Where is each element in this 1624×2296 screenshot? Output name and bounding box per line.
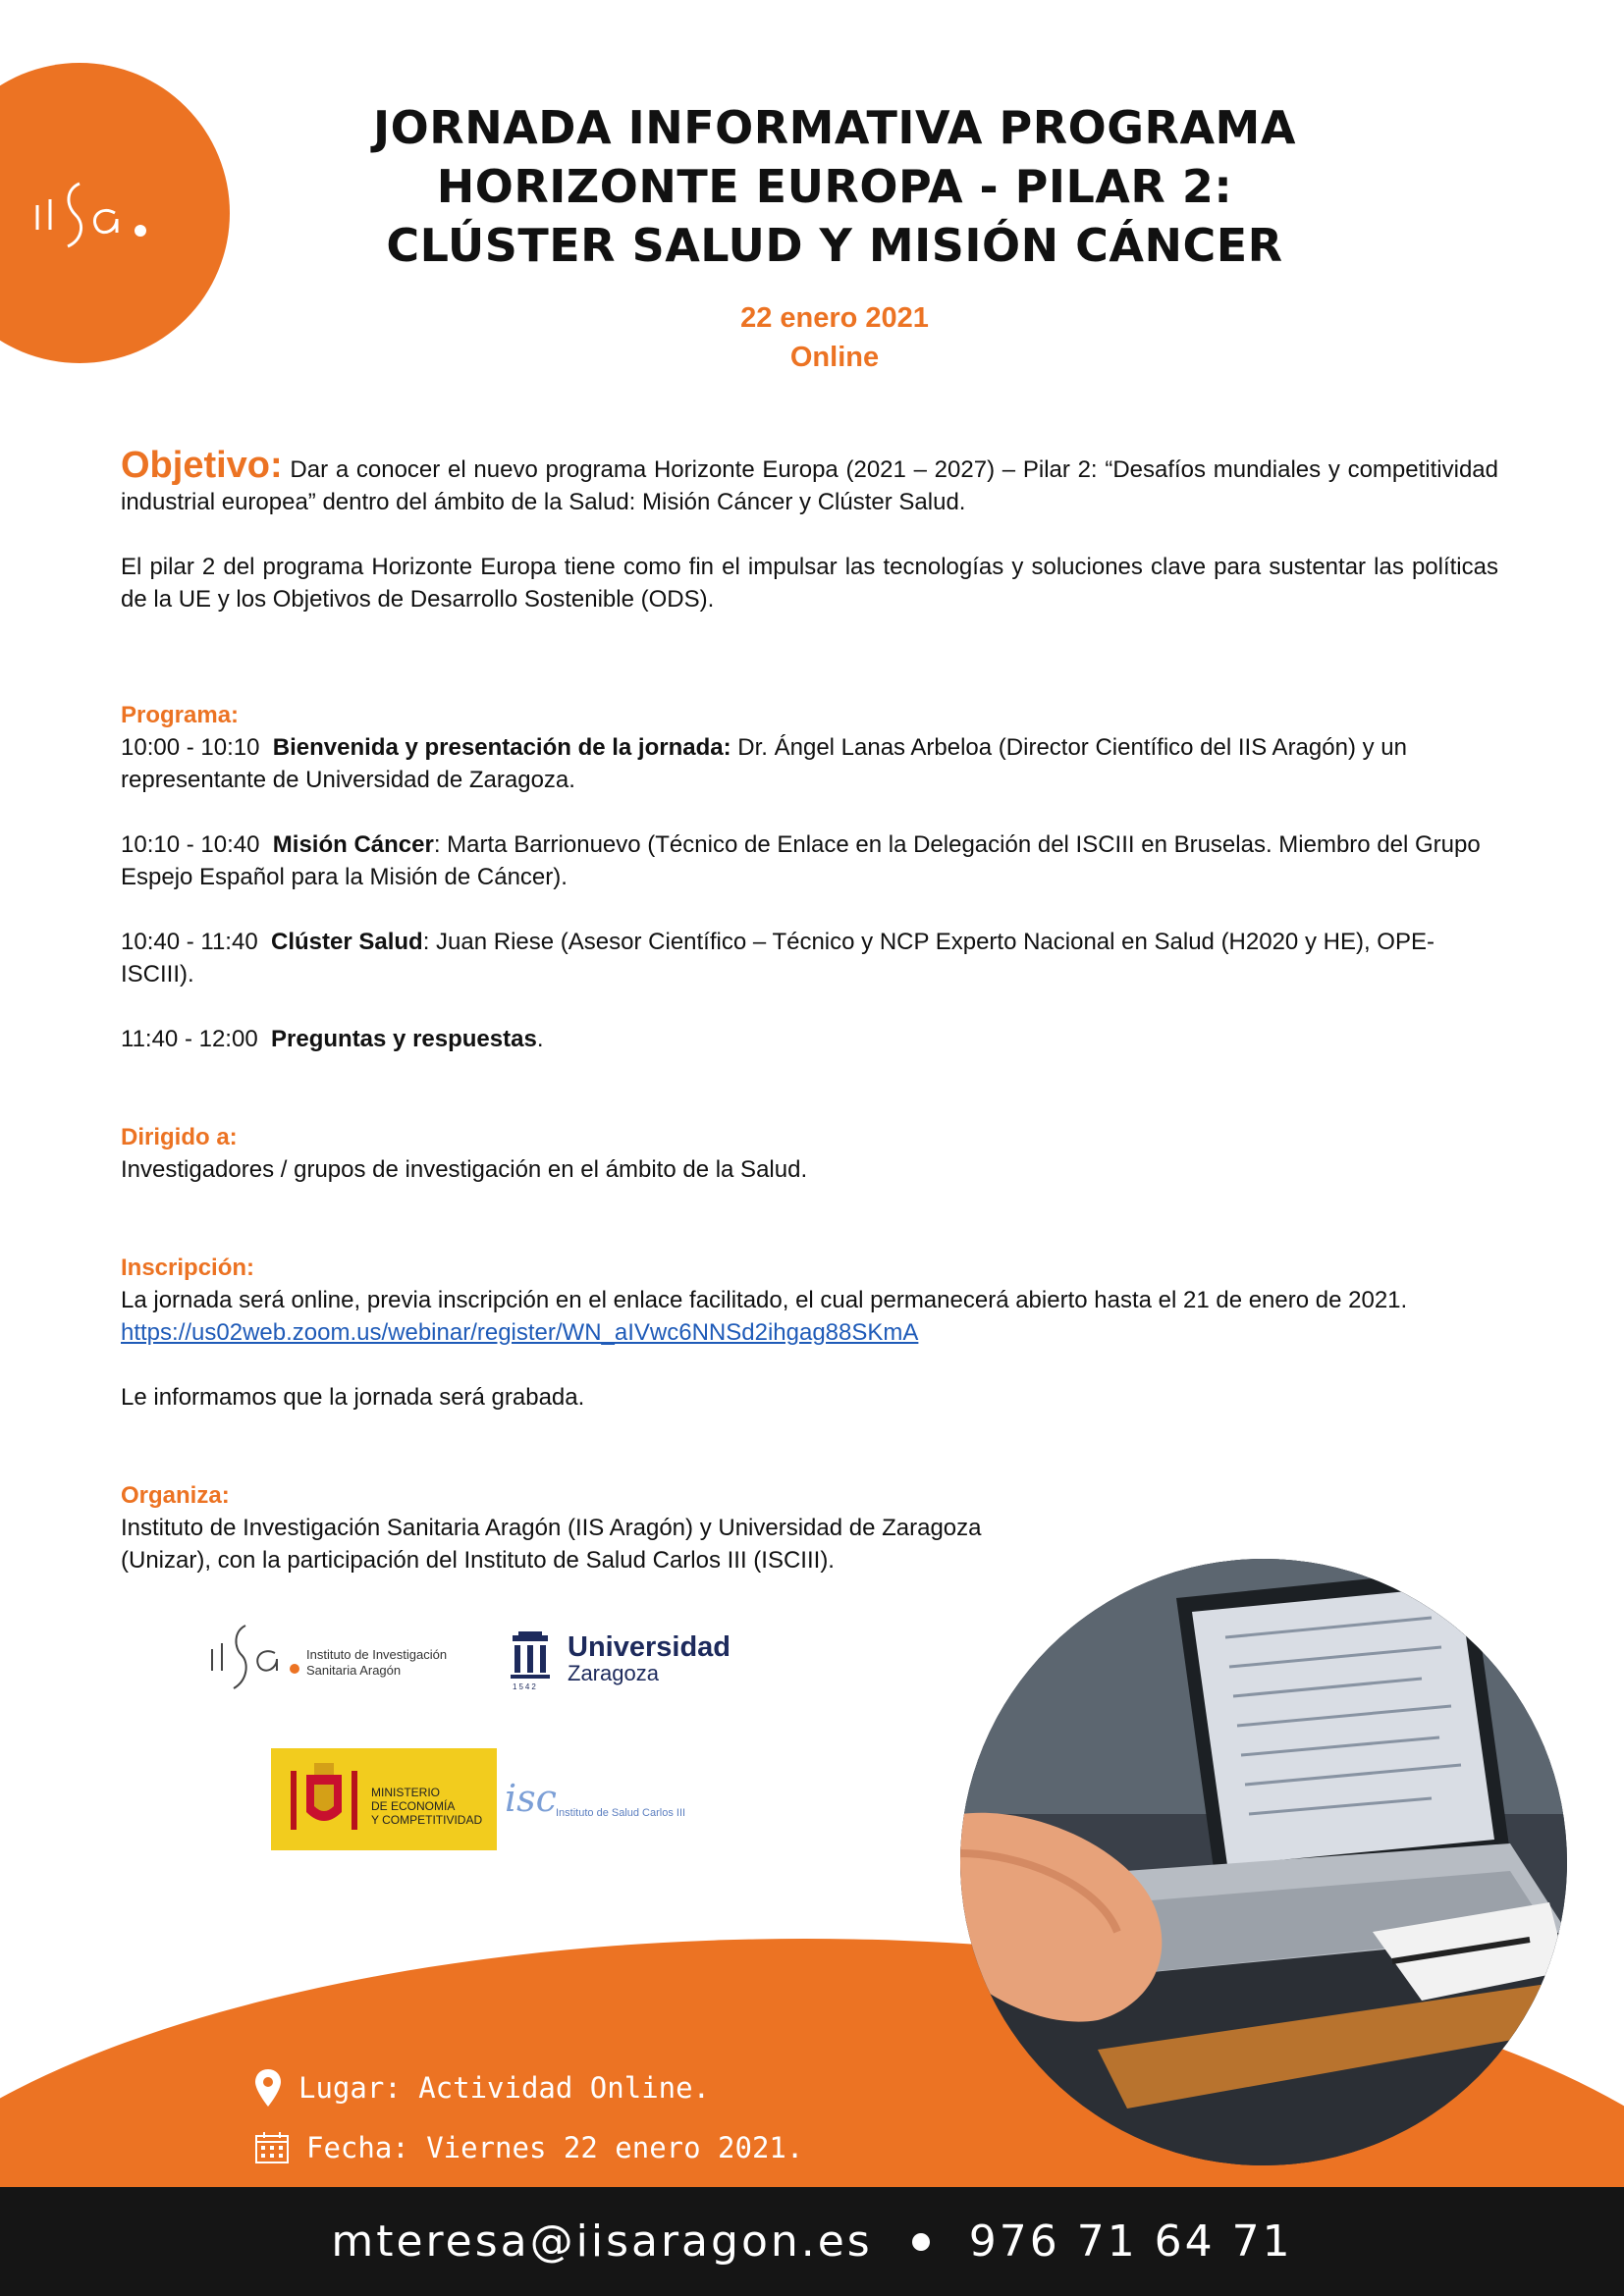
recording-note: Le informamos que la jornada será grabada. [121, 1384, 585, 1411]
pilar-paragraph: El pilar 2 del programa Horizonte Europa tiene como fin el impulsar las tecnologías y soluciones clave para sustentar las políticas de la UE y los Objetivos de Desarrollo Sostenible (ODS). [121, 554, 1498, 613]
programa-title: Bienvenida y presentación de la jornada: [272, 734, 731, 761]
page-title [295, 98, 1375, 275]
programa-label: Programa: [121, 702, 240, 728]
map-pin-icon [255, 2069, 281, 2107]
event-mode: Online [789, 342, 880, 373]
event-date: 22 enero 2021 [740, 302, 929, 334]
title-line-1: JORNADA INFORMATIVA PROGRAMA [373, 101, 1296, 154]
inscripcion-label: Inscripción: [121, 1255, 255, 1281]
isciii-icon [505, 1776, 558, 1825]
programa-text: Dr. Ángel Lanas Arbeloa (Director Científico del IIS Aragón) y un representante de Universidad de Zaragoza. [121, 734, 1407, 793]
programa-title: Clúster Salud [271, 929, 423, 955]
ministerio-line-3: Y COMPETITIVIDAD [371, 1813, 483, 1827]
organiza-line-2: (Unizar), con la participación del Instituto de Salud Carlos III (ISCIII). [121, 1547, 835, 1574]
isciii-logo [497, 1748, 699, 1850]
programa-item [121, 1023, 1498, 1055]
title-line-3: CLÚSTER SALUD Y MISIÓN CÁNCER [386, 219, 1283, 272]
programa-item [121, 731, 1498, 796]
ministerio-logo [271, 1748, 497, 1850]
laptop-photo [960, 1559, 1567, 2165]
title-line-2: HORIZONTE EUROPA - PILAR 2: [436, 160, 1233, 213]
programa-item [121, 828, 1498, 893]
programa-time: 11:40 - 12:00 [121, 1026, 258, 1052]
programa-section [121, 699, 1498, 1055]
ministerio-line-1: MINISTERIO [371, 1786, 441, 1799]
inscripcion-text: La jornada será online, previa inscripción en el enlace facilitado, el cual permanecerá abierto hasta el 21 de enero de 2021. [121, 1287, 1408, 1313]
programa-text: : Juan Riese (Asesor Científico – Técnico y NCP Experto Nacional en Salud (H2020 y HE), OPE-ISCIII). [121, 929, 1435, 988]
ministerio-line-2: DE ECONOMÍA [371, 1799, 456, 1813]
contact-email[interactable]: mteresa@iisaragon.es [331, 2216, 873, 2267]
programa-title: Preguntas y respuestas [271, 1026, 537, 1052]
organiza-label: Organiza: [121, 1482, 230, 1509]
separator-dot [912, 2233, 930, 2251]
location-line [255, 2069, 710, 2107]
location-text: Lugar: Actividad Online. [298, 2071, 711, 2105]
dirigido-text: Investigadores / grupos de investigación en el ámbito de la Salud. [121, 1156, 808, 1183]
iisa-logo-line-1: Instituto de Investigación [306, 1647, 448, 1662]
dirigido-section [121, 1121, 1498, 1186]
programa-text: . [536, 1026, 544, 1052]
coat-of-arms-icon [285, 1757, 363, 1842]
unizar-city: Zaragoza [568, 1661, 659, 1685]
iisa-logo-icon [32, 176, 150, 254]
contact-phone[interactable]: 976 71 64 71 [968, 2216, 1293, 2267]
laptop-photo-illustration [960, 1559, 1567, 2165]
isciii-text: Instituto de Salud Carlos III [556, 1807, 686, 1819]
programa-item [121, 926, 1498, 990]
iis-aragon-logo [206, 1620, 461, 1698]
iisa-logo-circle [0, 63, 230, 363]
registration-link[interactable]: https://us02web.zoom.us/webinar/register/WN_aIVwc6NNSd2ihgag88SKmA [121, 1319, 919, 1346]
unizar-name: Universidad [568, 1631, 731, 1663]
objetivo-paragraph [121, 445, 1498, 518]
programa-text: : Marta Barrionuevo (Técnico de Enlace en la Delegación del ISCIII en Bruselas. Miembro del Grupo Espejo Español para la Misión de Cáncer). [121, 831, 1481, 890]
unizar-year: 1542 [513, 1682, 538, 1691]
date-text: Fecha: Viernes 22 enero 2021. [306, 2131, 804, 2164]
iisa-small-icon [206, 1620, 314, 1698]
programa-time: 10:40 - 11:40 [121, 929, 258, 955]
programa-time: 10:10 - 10:40 [121, 831, 260, 858]
contact-footer [0, 2187, 1624, 2296]
event-date-block [589, 298, 1080, 377]
calendar-icon [255, 2132, 289, 2163]
dirigido-label: Dirigido a: [121, 1124, 238, 1150]
unizar-building-icon [509, 1631, 552, 1690]
svg-text:isc: isc [505, 1777, 557, 1820]
main-content [121, 445, 1498, 1576]
programa-title: Misión Cáncer [272, 831, 434, 858]
objetivo-label: Objetivo: [121, 445, 283, 486]
programa-time: 10:00 - 10:10 [121, 734, 260, 761]
date-line [255, 2131, 803, 2164]
inscripcion-section [121, 1252, 1498, 1414]
unizar-logo [509, 1631, 744, 1710]
iisa-logo-line-2: Sanitaria Aragón [306, 1663, 402, 1678]
objetivo-text: Dar a conocer el nuevo programa Horizonte Europa (2021 – 2027) – Pilar 2: “Desafíos mundiales y competitividad industrial europea” dentro del ámbito de la Salud: Misión Cáncer y Clúster Salud. [121, 456, 1498, 515]
organiza-line-1: Instituto de Investigación Sanitaria Aragón (IIS Aragón) y Universidad de Zaragoza [121, 1515, 982, 1541]
